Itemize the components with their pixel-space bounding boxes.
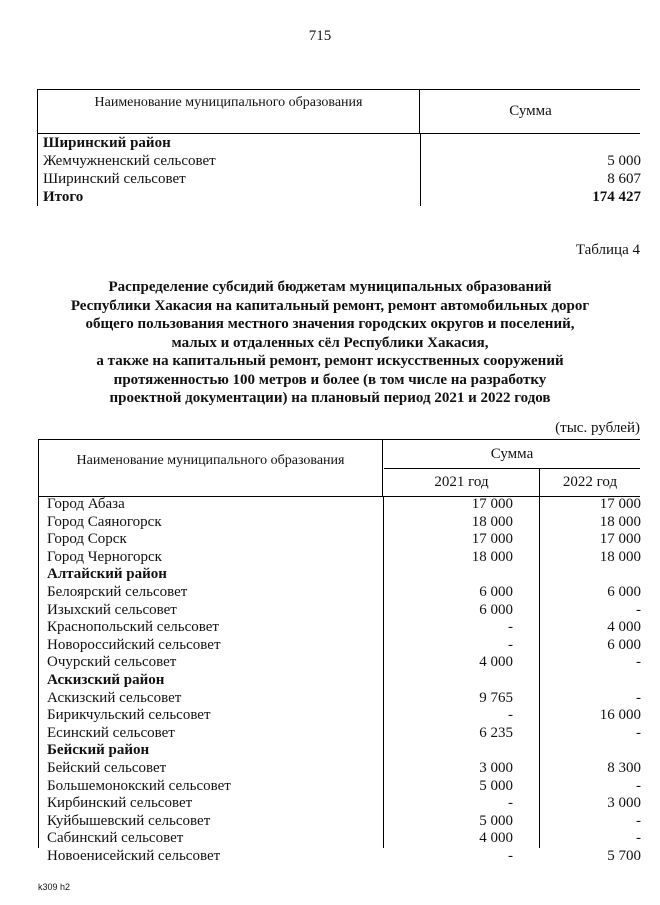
row-name: Есинский сельсовет	[47, 724, 175, 741]
row-value-2021: 6 235	[479, 724, 513, 741]
row-value-2022: -	[636, 830, 641, 847]
row-value-2021: 9 765	[479, 689, 513, 706]
row-name: Город Абаза	[47, 496, 125, 512]
row-name: Город Черногорск	[47, 548, 162, 565]
title-line: протяженностью 100 метров и более (в том числе на разработку	[113, 371, 547, 388]
row-name: Бирикчульский сельсовет	[47, 707, 211, 724]
table-row	[39, 725, 641, 743]
row-name: Изыхский сельсовет	[47, 601, 177, 618]
row-value: 5 000	[607, 153, 641, 169]
row-value-2021: 6 000	[479, 601, 513, 618]
row-name: Жемчужненский сельсовет	[43, 153, 216, 169]
row-value-2022: 3 000	[607, 795, 641, 812]
table-number: Таблица 4	[575, 242, 640, 258]
table1-body	[37, 134, 641, 206]
row-value-2021: -	[508, 795, 513, 812]
row-value-2022: 17 000	[599, 496, 641, 512]
table2-header-year1: 2021 год	[384, 469, 540, 496]
units-label: (тыс. рублей)	[555, 420, 640, 436]
table2-body	[38, 496, 641, 864]
table-row	[38, 134, 641, 152]
table-row	[39, 531, 641, 549]
table-title	[0, 278, 660, 408]
table-row	[39, 830, 641, 848]
row-value-2022: 6 000	[607, 636, 641, 653]
row-name: Алтайский район	[47, 566, 167, 583]
row-name: Кирбинский сельсовет	[47, 795, 193, 812]
table-row	[39, 549, 641, 567]
row-name: Краснопольский сельсовет	[47, 619, 219, 636]
title-line: проектной документации) на плановый период 2021 и 2022 годов	[109, 390, 551, 406]
table-row	[39, 813, 641, 831]
table-row	[39, 619, 641, 637]
row-name: Большемонокский сельсовет	[47, 777, 231, 794]
table2-header-sum: Сумма	[384, 440, 640, 469]
table1-header	[37, 89, 640, 134]
row-value-2021: 18 000	[471, 513, 513, 530]
title-line: малых и отдаленных сёл Республики Хакасия,	[171, 334, 489, 351]
row-value-2021: 4 000	[479, 830, 513, 847]
table-row	[39, 672, 641, 690]
table1-header-name: Наименование муниципального образования	[38, 90, 420, 133]
row-value-2022: -	[636, 601, 641, 618]
row-name: Куйбышевский сельсовет	[47, 812, 211, 829]
row-name: Аскизский район	[47, 671, 165, 688]
table-row	[39, 654, 641, 672]
table-row	[39, 848, 641, 866]
table-row	[39, 602, 641, 620]
table-row	[39, 584, 641, 602]
row-value-2021: 6 000	[479, 583, 513, 600]
row-value-2022: -	[636, 777, 641, 794]
table-row	[38, 152, 641, 170]
row-value-2021: 17 000	[471, 531, 513, 548]
table-row	[39, 707, 641, 725]
table-row	[39, 496, 641, 514]
table-row	[39, 637, 641, 655]
row-value: 8 607	[607, 171, 641, 187]
row-value-2022: -	[636, 724, 641, 741]
table-row	[39, 778, 641, 796]
row-value-2022: 8 300	[607, 759, 641, 776]
row-value-2021: 3 000	[479, 759, 513, 776]
row-value-2021: 4 000	[479, 654, 513, 671]
row-value-2022: 17 000	[599, 531, 641, 548]
table-row	[39, 760, 641, 778]
title-line: Республики Хакасия на капитальный ремонт, ремонт автомобильных дорог	[70, 297, 590, 314]
row-name: Город Саяногорск	[47, 513, 162, 530]
table-row	[39, 742, 641, 760]
row-name: Новороссийский сельсовет	[47, 636, 221, 653]
row-name: Сабинский сельсовет	[47, 830, 184, 847]
footer-code: k309 h2	[38, 882, 71, 892]
row-name: Бейский сельсовет	[47, 759, 167, 776]
row-name: Новоенисейский сельсовет	[47, 847, 221, 864]
row-value: 174 427	[592, 189, 641, 205]
row-value-2021: -	[508, 636, 513, 653]
row-value-2022: -	[636, 654, 641, 671]
row-name: Очурский сельсовет	[47, 654, 177, 671]
table2-header-year2: 2022 год	[562, 474, 618, 490]
row-value-2021: 5 000	[479, 812, 513, 829]
title-line: общего пользования местного значения городских округов и поселений,	[85, 316, 575, 332]
row-value-2021: -	[508, 619, 513, 636]
page-number: 715	[308, 28, 332, 44]
row-name: Итого	[43, 189, 84, 205]
row-name: Бейский район	[47, 742, 150, 759]
row-value-2021: -	[508, 847, 513, 864]
row-value-2021: 5 000	[479, 777, 513, 794]
row-value-2021: 17 000	[471, 496, 513, 512]
row-value-2021: 18 000	[471, 548, 513, 565]
title-line: а также на капитальный ремонт, ремонт искусственных сооружений	[96, 353, 564, 369]
table2-header-name: Наименование муниципального образования	[39, 440, 383, 496]
row-name: Ширинский район	[43, 135, 171, 151]
row-value-2022: 6 000	[607, 583, 641, 600]
row-value-2021: -	[508, 707, 513, 724]
row-value-2022: 4 000	[607, 619, 641, 636]
row-name: Ширинский сельсовет	[43, 171, 186, 187]
row-value-2022: 18 000	[599, 513, 641, 530]
table-row	[39, 566, 641, 584]
row-value-2022: 18 000	[599, 548, 641, 565]
table2-header	[38, 439, 640, 497]
row-value-2022: 16 000	[599, 707, 641, 724]
table-row	[38, 188, 641, 206]
row-value-2022: 5 700	[607, 847, 641, 864]
table-row	[39, 795, 641, 813]
row-value-2022: -	[636, 689, 641, 706]
row-value-2022: -	[636, 812, 641, 829]
row-name: Аскизский сельсовет	[47, 689, 182, 706]
title-line: Распределение субсидий бюджетам муниципальных образований	[108, 279, 552, 295]
table1-header-sum: Сумма	[509, 103, 552, 119]
table-row	[39, 514, 641, 532]
row-name: Город Сорск	[47, 531, 127, 548]
table-row	[38, 170, 641, 188]
table-row	[39, 690, 641, 708]
row-name: Белоярский сельсовет	[47, 583, 188, 600]
